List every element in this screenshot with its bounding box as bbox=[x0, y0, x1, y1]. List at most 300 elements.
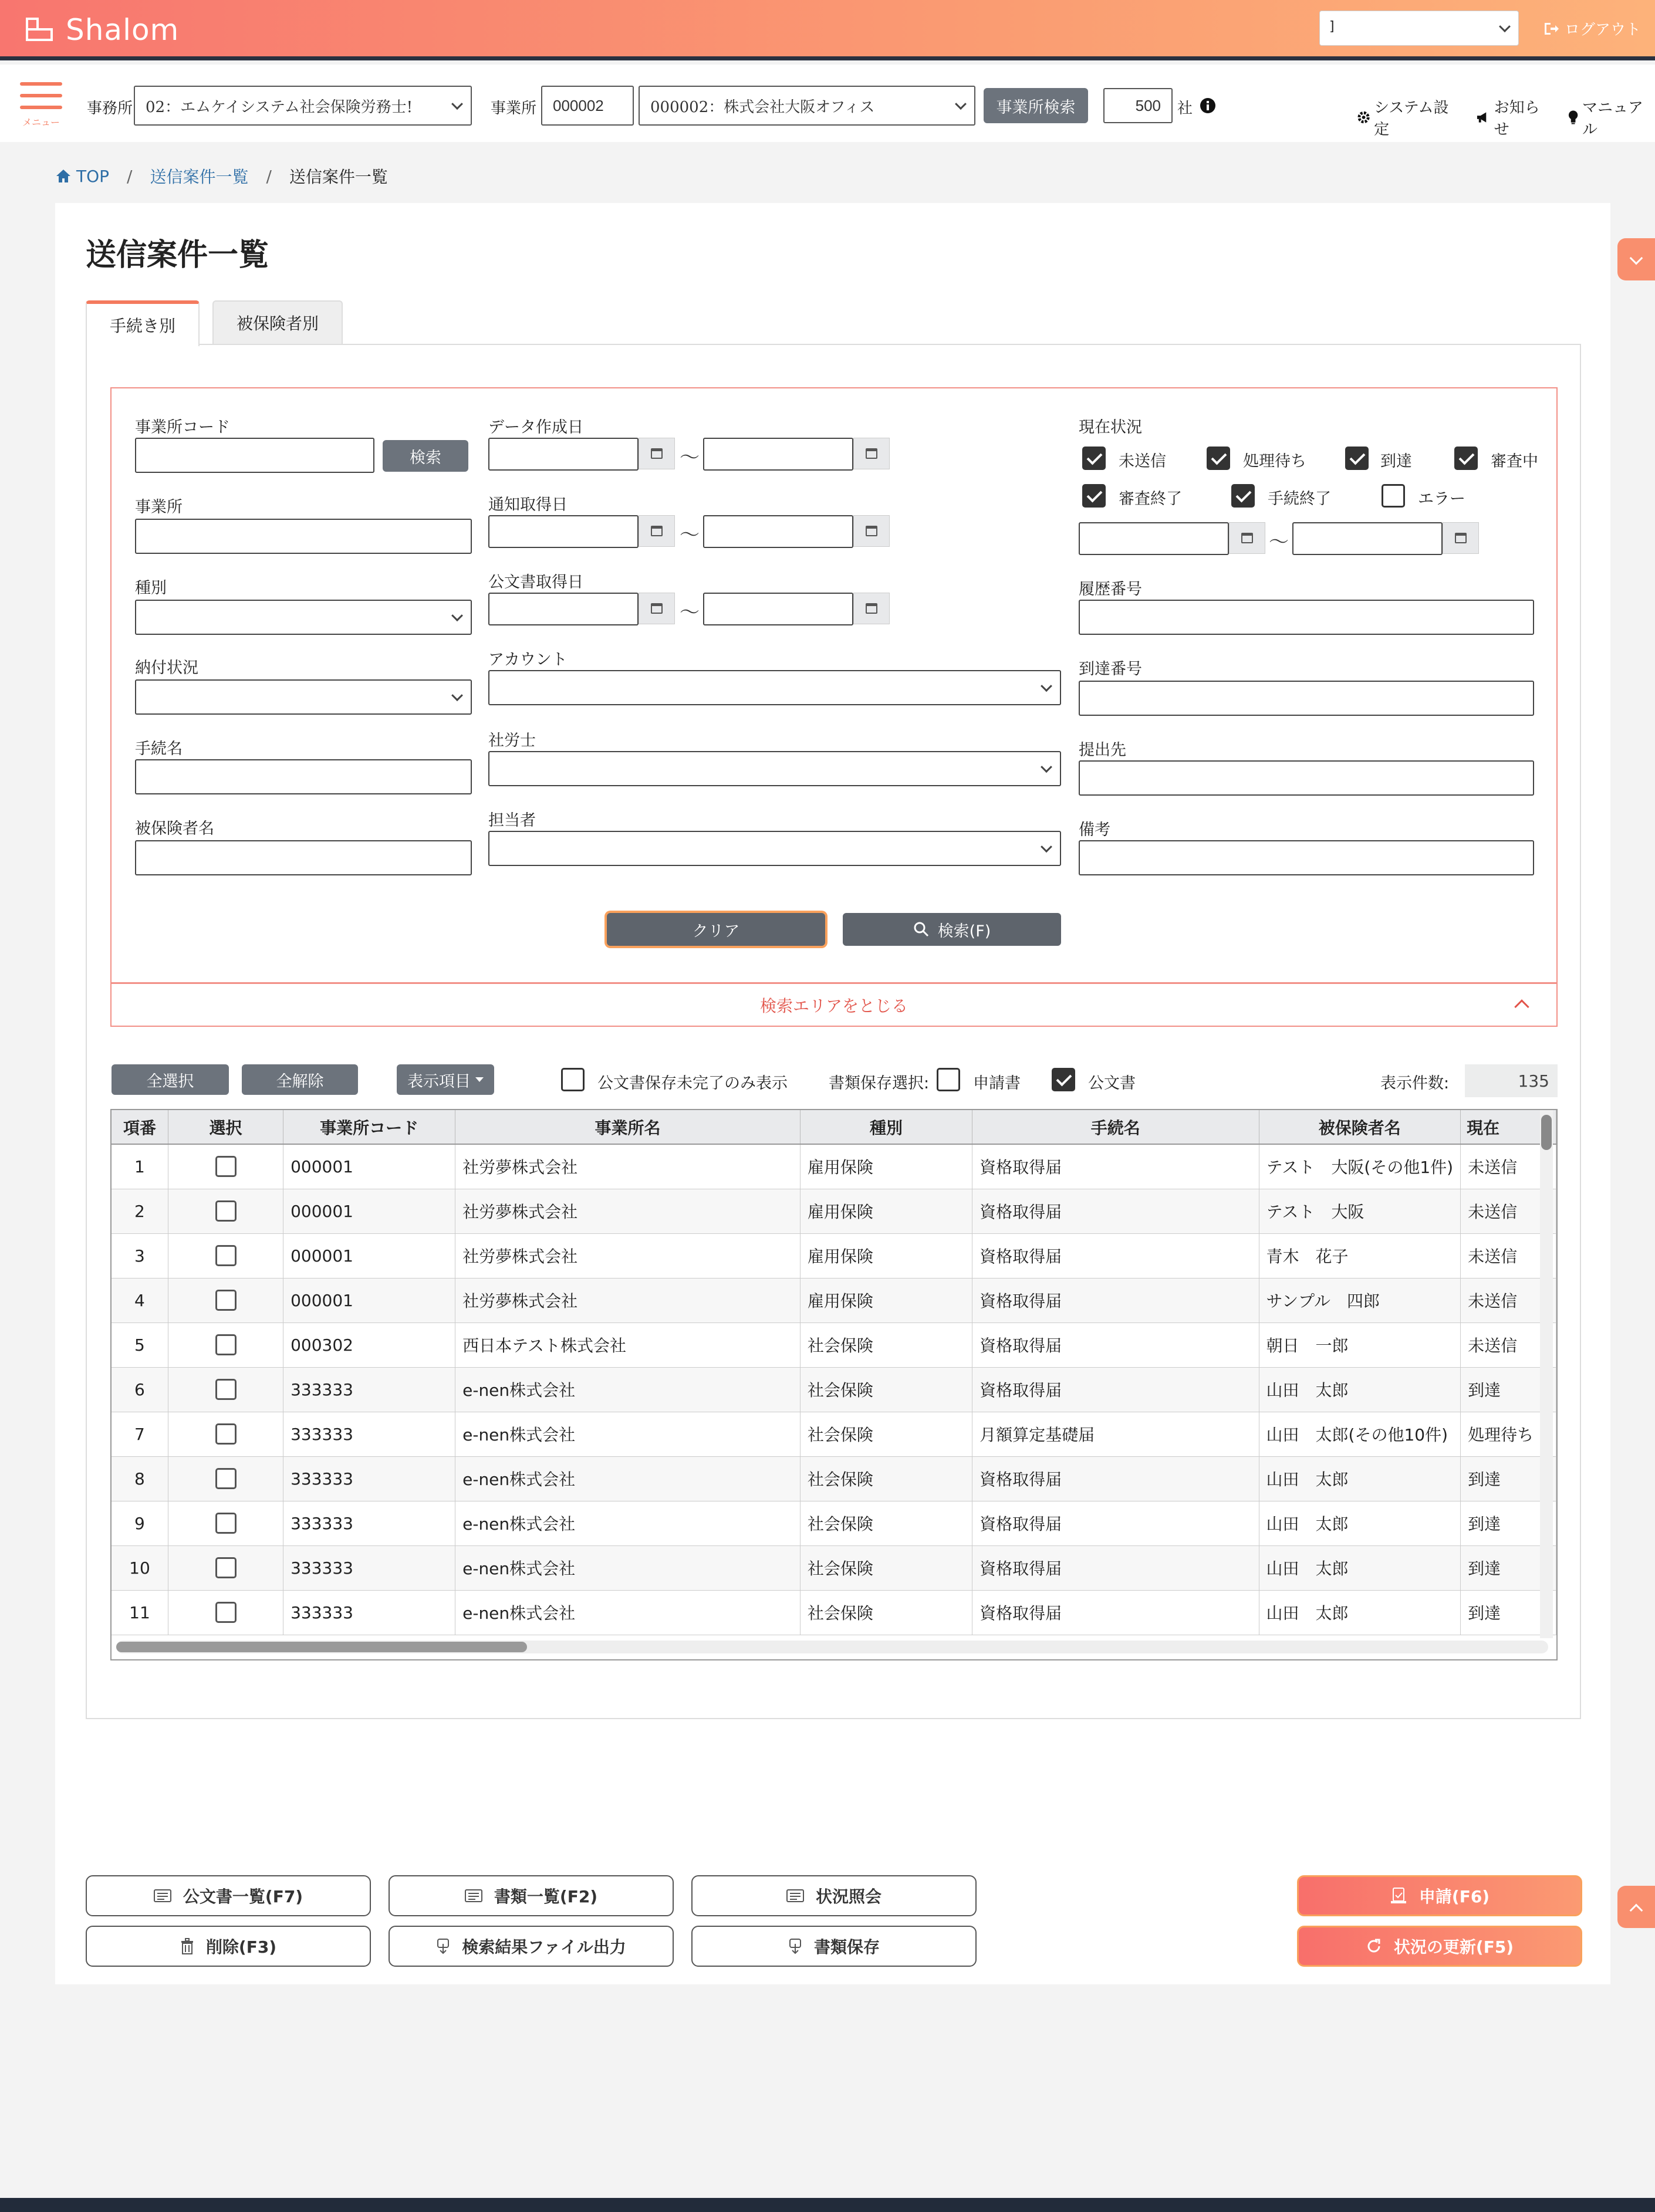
table-cell: 9 bbox=[112, 1501, 168, 1545]
table-cell: 山田 太郎 bbox=[1259, 1545, 1461, 1590]
table-body bbox=[112, 1144, 1556, 1635]
table-cell: 社会保険 bbox=[800, 1456, 972, 1501]
row-select-cell[interactable] bbox=[168, 1590, 283, 1635]
chevron-up-icon bbox=[1630, 1904, 1643, 1917]
results-grid bbox=[112, 1110, 1556, 1635]
row-select-checkbox[interactable] bbox=[215, 1156, 237, 1177]
table-cell: 000001 bbox=[283, 1278, 455, 1323]
count-input[interactable] bbox=[1103, 88, 1173, 123]
select-all-button[interactable]: 全選択 bbox=[112, 1064, 229, 1095]
arrival-number-input[interactable] bbox=[1079, 681, 1534, 716]
menu-button[interactable] bbox=[20, 82, 62, 128]
status-inquiry-button[interactable] bbox=[691, 1875, 977, 1916]
apply-label: 申請(F6) bbox=[1418, 1887, 1490, 1906]
table-cell: 到達 bbox=[1461, 1590, 1556, 1635]
table-cell: 333333 bbox=[283, 1590, 455, 1635]
table-cell: 資格取得届 bbox=[972, 1233, 1259, 1278]
scrollbar-thumb[interactable] bbox=[1541, 1115, 1552, 1150]
type-select[interactable] bbox=[135, 600, 472, 635]
table-cell: 5 bbox=[112, 1323, 168, 1367]
table-cell: 資格取得届 bbox=[972, 1501, 1259, 1545]
range-tilde: 〜 bbox=[1269, 530, 1289, 554]
row-select-checkbox[interactable] bbox=[215, 1334, 237, 1355]
calendar-icon[interactable] bbox=[853, 515, 890, 547]
chevron-down-icon bbox=[451, 98, 463, 110]
table-cell: e-nen株式会社 bbox=[455, 1590, 801, 1635]
status-error-label: エラー bbox=[1418, 490, 1465, 508]
footer-bar bbox=[0, 2198, 1655, 2212]
scroll-down-tab[interactable] bbox=[1617, 238, 1655, 280]
created-date-label: データ作成日 bbox=[488, 418, 583, 437]
table-cell: 山田 太郎 bbox=[1259, 1590, 1461, 1635]
table-cell: 雇用保険 bbox=[800, 1233, 972, 1278]
doc-save-label: 書類保存選択: bbox=[829, 1074, 930, 1093]
table-cell: e-nen株式会社 bbox=[455, 1545, 801, 1590]
chevron-down-icon bbox=[955, 98, 967, 110]
table-cell: 未送信 bbox=[1461, 1189, 1556, 1233]
history-number-input[interactable] bbox=[1079, 600, 1534, 635]
establishment-code-input[interactable] bbox=[541, 86, 634, 126]
row-select-checkbox[interactable] bbox=[215, 1423, 237, 1445]
official-doc-list-button[interactable] bbox=[86, 1875, 371, 1916]
list-icon bbox=[154, 1889, 171, 1903]
search-button-label: 検索(F) bbox=[937, 922, 991, 941]
breadcrumb-separator: / bbox=[127, 166, 133, 186]
row-select-cell[interactable] bbox=[168, 1412, 283, 1456]
calendar-icon[interactable] bbox=[639, 593, 675, 624]
table-cell: 333333 bbox=[283, 1501, 455, 1545]
official-date-to[interactable] bbox=[703, 593, 853, 625]
table-header-row bbox=[112, 1110, 1556, 1144]
status-completed-label: 手続終了 bbox=[1268, 490, 1331, 508]
procedure-name-input[interactable] bbox=[135, 759, 472, 794]
table-cell: 333333 bbox=[283, 1456, 455, 1501]
table-cell: 資格取得届 bbox=[972, 1545, 1259, 1590]
breadcrumb-list[interactable]: 送信案件一覧 bbox=[150, 167, 249, 187]
menu-label: メニュー bbox=[22, 117, 60, 128]
table-cell: 朝日 一郎 bbox=[1259, 1323, 1461, 1367]
table-cell: 社会保険 bbox=[800, 1501, 972, 1545]
hamburger-line bbox=[20, 106, 62, 109]
table-cell: 社会保険 bbox=[800, 1367, 972, 1412]
office-code-label: 事業所コード bbox=[135, 418, 230, 437]
table-cell: 8 bbox=[112, 1456, 168, 1501]
display-items-label: 表示項目 bbox=[407, 1072, 471, 1091]
table-row[interactable] bbox=[112, 1144, 1556, 1189]
app-name: Shalom bbox=[66, 13, 180, 47]
row-select-checkbox[interactable] bbox=[215, 1290, 237, 1311]
refresh-status-button[interactable] bbox=[1297, 1926, 1582, 1967]
download-icon bbox=[436, 1938, 450, 1954]
row-select-checkbox[interactable] bbox=[215, 1379, 237, 1400]
table-row[interactable] bbox=[112, 1233, 1556, 1278]
table-cell: 社労夢株式会社 bbox=[455, 1278, 801, 1323]
chevron-up-icon bbox=[1514, 999, 1529, 1014]
notice-date-label: 通知取得日 bbox=[488, 496, 568, 514]
row-select-cell[interactable] bbox=[168, 1367, 283, 1412]
arrival-number-label: 到達番号 bbox=[1079, 660, 1142, 678]
type-label: 種別 bbox=[135, 579, 167, 597]
status-reviewed-label: 審査終了 bbox=[1119, 490, 1182, 508]
notice-link[interactable] bbox=[1476, 96, 1552, 139]
office-name-label: 事業所 bbox=[135, 498, 183, 516]
table-cell: 10 bbox=[112, 1545, 168, 1590]
status-label: 現在状況 bbox=[1079, 418, 1142, 437]
establishment-search-button[interactable]: 事業所検索 bbox=[984, 88, 1088, 123]
table-cell: 未送信 bbox=[1461, 1144, 1556, 1189]
table-cell: 11 bbox=[112, 1590, 168, 1635]
chevron-down-icon bbox=[1041, 841, 1052, 853]
office-select[interactable] bbox=[134, 86, 472, 126]
establishment-code-value: 000002 bbox=[553, 96, 604, 114]
status-unsent-label: 未送信 bbox=[1119, 452, 1166, 471]
table-cell: サンプル 四郎 bbox=[1259, 1278, 1461, 1323]
calendar-glyph bbox=[651, 526, 663, 536]
chevron-down-icon bbox=[1499, 21, 1511, 32]
horizontal-scrollbar[interactable] bbox=[116, 1641, 1548, 1653]
status-date-from[interactable] bbox=[1079, 522, 1229, 555]
deselect-all-button[interactable]: 全解除 bbox=[242, 1064, 358, 1095]
col-header-procedure[interactable]: 手続名 bbox=[972, 1110, 1259, 1144]
count-unit: 社 bbox=[1177, 100, 1193, 117]
col-header-office-name[interactable]: 事業所名 bbox=[455, 1110, 801, 1144]
table-cell: 到達 bbox=[1461, 1456, 1556, 1501]
row-select-cell[interactable] bbox=[168, 1189, 283, 1233]
incomplete-only-label: 公文書保存未完了のみ表示 bbox=[597, 1074, 788, 1093]
breadcrumb-top[interactable] bbox=[55, 167, 109, 186]
vertical-scrollbar[interactable] bbox=[1540, 1110, 1553, 1638]
chevron-down-icon bbox=[1041, 761, 1052, 773]
row-select-cell[interactable] bbox=[168, 1323, 283, 1367]
result-count-label: 表示件数: bbox=[1380, 1074, 1450, 1093]
range-tilde: 〜 bbox=[680, 601, 700, 624]
table-cell: 3 bbox=[112, 1233, 168, 1278]
download-icon bbox=[788, 1938, 802, 1954]
calendar-icon[interactable] bbox=[1443, 522, 1479, 554]
user-select[interactable] bbox=[1319, 11, 1519, 46]
table-cell: 未送信 bbox=[1461, 1323, 1556, 1367]
apply-icon bbox=[1390, 1887, 1407, 1905]
table-cell: 資格取得届 bbox=[972, 1278, 1259, 1323]
table-cell: 000001 bbox=[283, 1233, 455, 1278]
payment-status-select[interactable] bbox=[135, 679, 472, 715]
row-select-checkbox[interactable] bbox=[215, 1602, 237, 1623]
calendar-glyph bbox=[651, 448, 663, 459]
chevron-down-icon bbox=[451, 689, 463, 701]
table-cell: 山田 太郎(その他10件) bbox=[1259, 1412, 1461, 1456]
collapse-search-toggle[interactable] bbox=[110, 983, 1558, 1027]
table-row[interactable] bbox=[112, 1590, 1556, 1635]
user-select-value: ] bbox=[1329, 19, 1335, 34]
search-button[interactable] bbox=[843, 913, 1061, 946]
status-reviewing-checkbox[interactable] bbox=[1454, 447, 1478, 470]
row-select-cell[interactable] bbox=[168, 1278, 283, 1323]
notice-date-to[interactable] bbox=[703, 515, 853, 548]
count-input-value: 500 bbox=[1135, 96, 1161, 114]
application-label: 申請書 bbox=[973, 1074, 1021, 1093]
office-label: 事務所 bbox=[87, 100, 133, 117]
status-error-checkbox[interactable] bbox=[1382, 484, 1405, 508]
status-reviewing-label: 審査中 bbox=[1491, 452, 1538, 471]
calendar-icon[interactable] bbox=[853, 593, 890, 624]
manual-label: マニュアル bbox=[1582, 99, 1644, 138]
note-input[interactable] bbox=[1079, 840, 1534, 875]
calendar-glyph bbox=[1241, 533, 1253, 543]
table-cell: 処理待ち bbox=[1461, 1412, 1556, 1456]
table-cell: 西日本テスト株式会社 bbox=[455, 1323, 801, 1367]
table-row[interactable] bbox=[112, 1412, 1556, 1456]
status-date-to[interactable] bbox=[1292, 522, 1443, 555]
created-date-to[interactable] bbox=[703, 438, 853, 471]
doc-save-button-label: 書類保存 bbox=[813, 1937, 880, 1957]
tab-by-procedure[interactable]: 手続き別 bbox=[86, 300, 200, 346]
table-cell: 到達 bbox=[1461, 1367, 1556, 1412]
status-waiting-checkbox[interactable] bbox=[1207, 447, 1230, 470]
table-cell: 資格取得届 bbox=[972, 1367, 1259, 1412]
office-code-input[interactable] bbox=[135, 438, 374, 473]
range-tilde: 〜 bbox=[680, 523, 700, 547]
establishment-label: 事業所 bbox=[491, 100, 537, 117]
lawyer-label: 社労士 bbox=[488, 732, 536, 750]
table-row[interactable] bbox=[112, 1456, 1556, 1501]
status-reviewed-checkbox[interactable] bbox=[1082, 484, 1106, 508]
account-label: アカウント bbox=[488, 651, 568, 669]
result-count-value: 135 bbox=[1465, 1064, 1558, 1097]
table-cell: 社労夢株式会社 bbox=[455, 1189, 801, 1233]
establishment-select-value: 000002：株式会社大阪オフィス bbox=[650, 98, 875, 116]
table-row[interactable] bbox=[112, 1278, 1556, 1323]
incomplete-only-checkbox[interactable] bbox=[561, 1068, 585, 1091]
table-cell: 社会保険 bbox=[800, 1323, 972, 1367]
row-select-checkbox[interactable] bbox=[215, 1513, 237, 1534]
table-cell: 000302 bbox=[283, 1323, 455, 1367]
table-row[interactable] bbox=[112, 1323, 1556, 1367]
status-arrived-checkbox[interactable] bbox=[1345, 447, 1369, 470]
table-cell: e-nen株式会社 bbox=[455, 1456, 801, 1501]
calendar-glyph bbox=[866, 526, 877, 536]
table-row[interactable] bbox=[112, 1189, 1556, 1233]
info-icon[interactable] bbox=[1200, 97, 1216, 114]
breadcrumb-current: 送信案件一覧 bbox=[289, 167, 388, 187]
notice-label: お知らせ bbox=[1494, 99, 1540, 138]
submit-to-input[interactable] bbox=[1079, 760, 1534, 796]
table-cell: e-nen株式会社 bbox=[455, 1367, 801, 1412]
hamburger-icon bbox=[20, 82, 62, 86]
scroll-top-tab[interactable] bbox=[1617, 1886, 1655, 1928]
table-cell: 社労夢株式会社 bbox=[455, 1233, 801, 1278]
logout-icon bbox=[1542, 21, 1559, 37]
calendar-glyph bbox=[866, 603, 877, 614]
refresh-status-label: 状況の更新(F5) bbox=[1393, 1937, 1514, 1957]
table-cell: 333333 bbox=[283, 1545, 455, 1590]
delete-button[interactable] bbox=[86, 1926, 371, 1967]
official-doc-checkbox[interactable] bbox=[1052, 1068, 1075, 1091]
table-cell: 資格取得届 bbox=[972, 1456, 1259, 1501]
clear-button[interactable]: クリア bbox=[607, 913, 825, 946]
shalom-logo-icon bbox=[23, 13, 58, 47]
table-row[interactable] bbox=[112, 1367, 1556, 1412]
results-table bbox=[110, 1109, 1558, 1660]
calendar-glyph bbox=[866, 448, 877, 459]
insured-name-input[interactable] bbox=[135, 840, 472, 875]
calendar-icon[interactable] bbox=[853, 438, 890, 469]
row-select-checkbox[interactable] bbox=[215, 1245, 237, 1266]
home-icon bbox=[55, 168, 72, 184]
staff-label: 担当者 bbox=[488, 811, 536, 830]
header-links bbox=[1357, 96, 1655, 139]
apply-button[interactable] bbox=[1297, 1875, 1582, 1916]
table-cell: 雇用保険 bbox=[800, 1189, 972, 1233]
table-cell: 社労夢株式会社 bbox=[455, 1144, 801, 1189]
status-waiting-label: 処理待ち bbox=[1243, 452, 1306, 471]
calendar-glyph bbox=[1455, 533, 1467, 543]
calendar-glyph bbox=[651, 603, 663, 614]
payment-status-label: 納付状況 bbox=[135, 659, 198, 677]
created-date-from[interactable] bbox=[488, 438, 639, 471]
table-cell: 333333 bbox=[283, 1412, 455, 1456]
row-select-cell[interactable] bbox=[168, 1233, 283, 1278]
calendar-icon[interactable] bbox=[639, 515, 675, 547]
official-doc-list-label: 公文書一覧(F7) bbox=[183, 1887, 303, 1906]
search-icon bbox=[913, 921, 930, 938]
breadcrumb bbox=[55, 164, 388, 188]
logout-label: ログアウト bbox=[1565, 21, 1642, 39]
col-header-select[interactable]: 選択 bbox=[168, 1110, 283, 1144]
table-cell: 社会保険 bbox=[800, 1412, 972, 1456]
table-cell: 山田 太郎 bbox=[1259, 1456, 1461, 1501]
col-header-status[interactable]: 現在 bbox=[1461, 1110, 1556, 1144]
app-logo[interactable] bbox=[23, 13, 179, 47]
col-header-type[interactable]: 種別 bbox=[800, 1110, 972, 1144]
table-cell: 6 bbox=[112, 1367, 168, 1412]
table-cell: 到達 bbox=[1461, 1501, 1556, 1545]
lightbulb-icon bbox=[1568, 110, 1579, 125]
col-header-number[interactable]: 項番 bbox=[112, 1110, 168, 1144]
status-inquiry-label: 状況照会 bbox=[815, 1887, 881, 1906]
office-name-input[interactable] bbox=[135, 519, 472, 554]
table-cell: 月額算定基礎届 bbox=[972, 1412, 1259, 1456]
table-cell: テスト 大阪 bbox=[1259, 1189, 1461, 1233]
table-cell: e-nen株式会社 bbox=[455, 1412, 801, 1456]
account-select[interactable] bbox=[488, 670, 1061, 705]
table-cell: 社会保険 bbox=[800, 1590, 972, 1635]
lawyer-select[interactable] bbox=[488, 751, 1061, 786]
status-unsent-checkbox[interactable] bbox=[1082, 447, 1106, 470]
table-cell: 000001 bbox=[283, 1144, 455, 1189]
table-cell: 未送信 bbox=[1461, 1278, 1556, 1323]
row-select-checkbox[interactable] bbox=[215, 1200, 237, 1222]
notice-date-from[interactable] bbox=[488, 515, 639, 548]
manual-link[interactable] bbox=[1568, 96, 1655, 139]
table-cell: 雇用保険 bbox=[800, 1144, 972, 1189]
table-row[interactable] bbox=[112, 1501, 1556, 1545]
table-cell: 山田 太郎 bbox=[1259, 1501, 1461, 1545]
megaphone-icon bbox=[1476, 110, 1491, 124]
refresh-icon bbox=[1366, 1938, 1382, 1954]
table-cell: 未送信 bbox=[1461, 1233, 1556, 1278]
delete-label: 削除(F3) bbox=[205, 1937, 277, 1957]
table-cell: 資格取得届 bbox=[972, 1189, 1259, 1233]
official-date-label: 公文書取得日 bbox=[488, 573, 583, 591]
caret-down-icon bbox=[475, 1077, 484, 1082]
table-cell: 7 bbox=[112, 1412, 168, 1456]
range-tilde: 〜 bbox=[680, 446, 700, 469]
table-cell: 333333 bbox=[283, 1367, 455, 1412]
chevron-down-icon bbox=[1041, 680, 1052, 692]
calendar-icon[interactable] bbox=[639, 438, 675, 469]
page-title: 送信案件一覧 bbox=[86, 238, 269, 273]
submit-to-label: 提出先 bbox=[1079, 741, 1126, 759]
row-select-cell[interactable] bbox=[168, 1144, 283, 1189]
doc-save-button[interactable] bbox=[691, 1926, 977, 1967]
export-label: 検索結果ファイル出力 bbox=[462, 1937, 626, 1957]
hamburger-line bbox=[20, 94, 62, 97]
row-select-checkbox[interactable] bbox=[215, 1557, 237, 1578]
display-items-button[interactable] bbox=[397, 1064, 494, 1095]
application-checkbox[interactable] bbox=[937, 1068, 960, 1091]
table-cell: 000001 bbox=[283, 1189, 455, 1233]
list-icon bbox=[465, 1889, 482, 1903]
breadcrumb-top-label: TOP bbox=[76, 166, 110, 186]
status-arrived-label: 到達 bbox=[1380, 452, 1412, 471]
table-cell: 資格取得届 bbox=[972, 1590, 1259, 1635]
status-completed-checkbox[interactable] bbox=[1231, 484, 1255, 508]
doc-list-label: 書類一覧(F2) bbox=[494, 1887, 598, 1906]
establishment-select[interactable] bbox=[639, 86, 975, 126]
chevron-down-icon bbox=[1630, 252, 1643, 265]
system-settings-label: システム設定 bbox=[1374, 99, 1449, 138]
col-header-office-code[interactable]: 事業所コード bbox=[283, 1110, 455, 1144]
table-cell: 山田 太郎 bbox=[1259, 1367, 1461, 1412]
system-settings-link[interactable] bbox=[1357, 96, 1461, 139]
history-number-label: 履歴番号 bbox=[1079, 580, 1142, 598]
row-select-cell[interactable] bbox=[168, 1456, 283, 1501]
breadcrumb-separator: / bbox=[266, 166, 272, 186]
logout-link[interactable] bbox=[1542, 18, 1641, 39]
insured-name-label: 被保険者名 bbox=[135, 820, 214, 838]
table-cell: 1 bbox=[112, 1144, 168, 1189]
table-cell: e-nen株式会社 bbox=[455, 1501, 801, 1545]
export-button[interactable] bbox=[389, 1926, 674, 1967]
scrollbar-thumb[interactable] bbox=[116, 1642, 527, 1652]
office-select-value: 02：エムケイシステム社会保険労務士! bbox=[146, 98, 413, 116]
table-cell: 到達 bbox=[1461, 1545, 1556, 1590]
table-cell: 社会保険 bbox=[800, 1545, 972, 1590]
row-select-cell[interactable] bbox=[168, 1545, 283, 1590]
col-header-insured[interactable]: 被保険者名 bbox=[1259, 1110, 1461, 1144]
trash-icon bbox=[180, 1938, 194, 1954]
note-label: 備考 bbox=[1079, 821, 1110, 839]
chevron-down-icon bbox=[451, 610, 463, 621]
official-date-from[interactable] bbox=[488, 593, 639, 625]
table-cell: 資格取得届 bbox=[972, 1144, 1259, 1189]
table-cell: 4 bbox=[112, 1278, 168, 1323]
row-select-cell[interactable] bbox=[168, 1501, 283, 1545]
table-row[interactable] bbox=[112, 1545, 1556, 1590]
staff-select[interactable] bbox=[488, 831, 1061, 866]
procedure-name-label: 手続名 bbox=[135, 740, 183, 758]
doc-list-button[interactable] bbox=[389, 1875, 674, 1916]
table-cell: 雇用保険 bbox=[800, 1278, 972, 1323]
top-header bbox=[0, 0, 1655, 60]
tab-by-insured[interactable]: 被保険者別 bbox=[212, 300, 343, 344]
row-select-checkbox[interactable] bbox=[215, 1468, 237, 1489]
table-cell: 青木 花子 bbox=[1259, 1233, 1461, 1278]
calendar-icon[interactable] bbox=[1229, 522, 1265, 554]
office-code-search-button[interactable]: 検索 bbox=[383, 440, 468, 472]
list-icon bbox=[786, 1889, 804, 1903]
table-cell: 資格取得届 bbox=[972, 1323, 1259, 1367]
